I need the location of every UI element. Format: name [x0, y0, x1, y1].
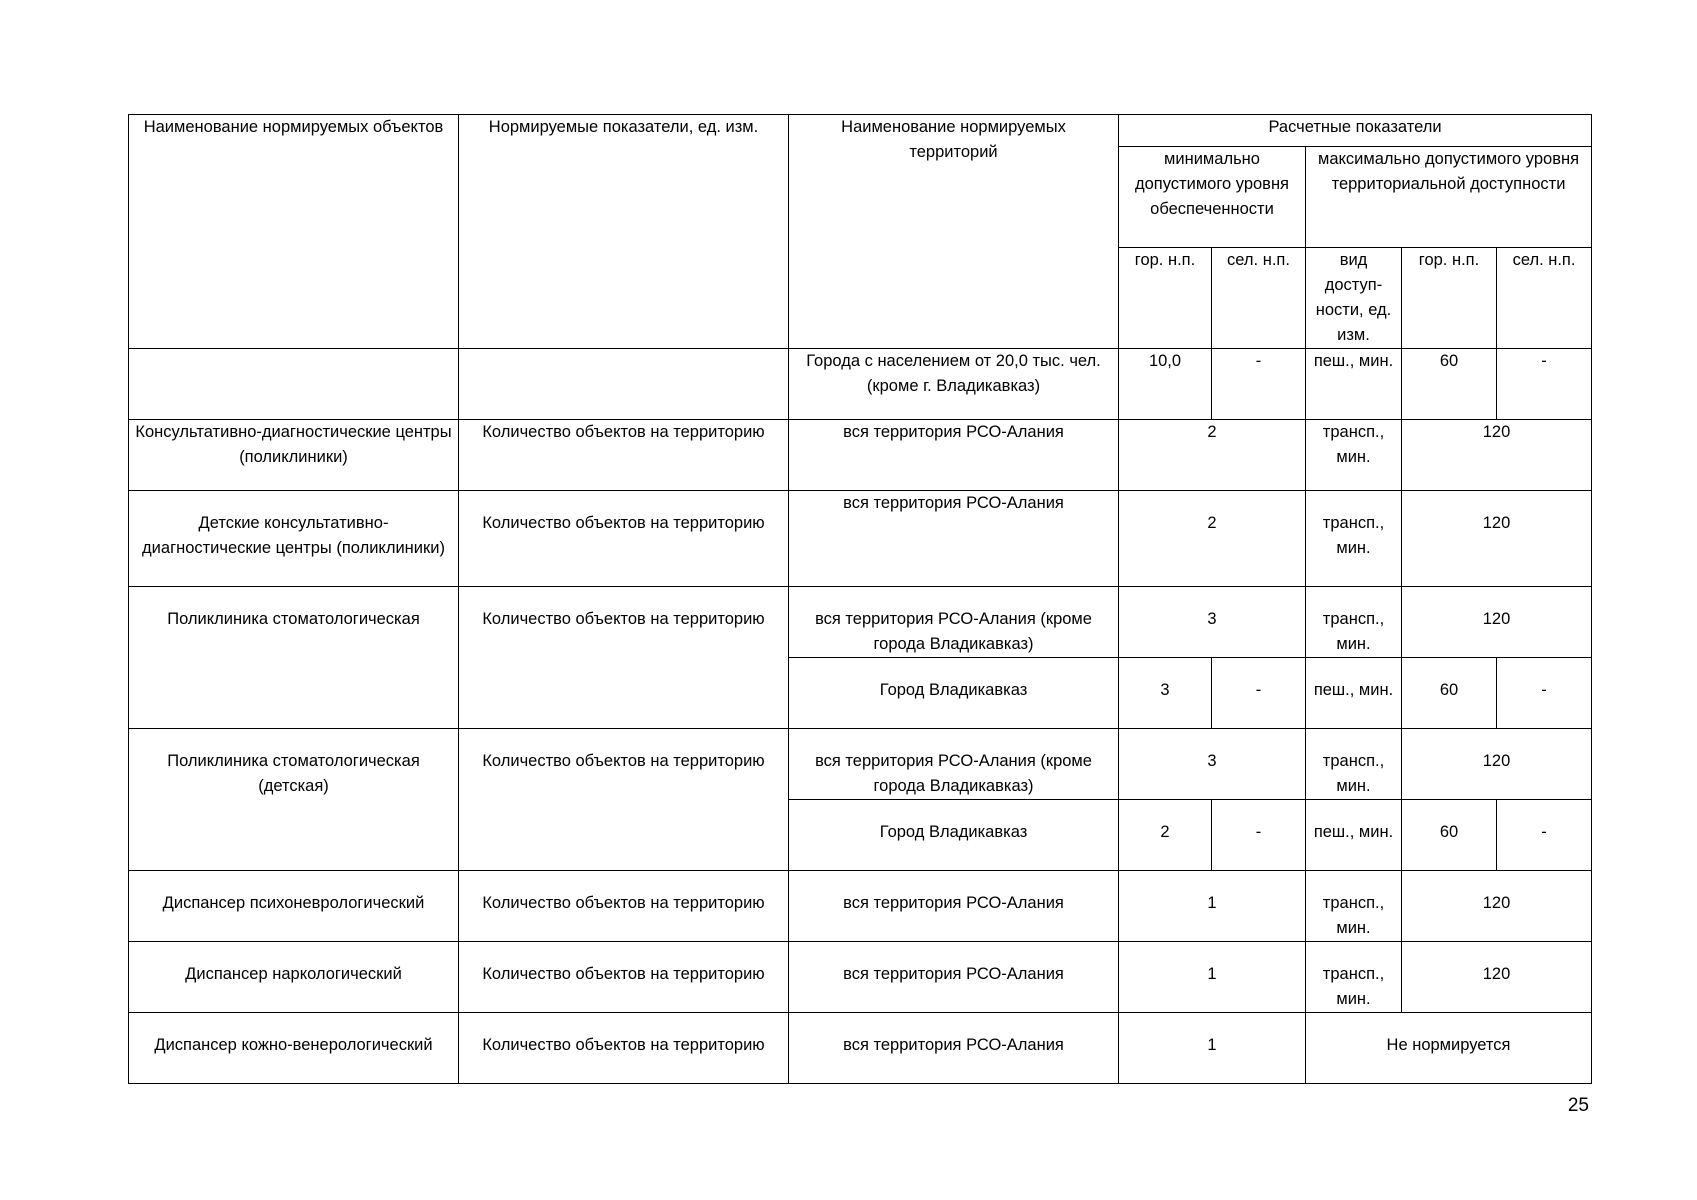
indicator-cell: Количество объектов на территорию: [459, 420, 789, 491]
access-cell: пеш., мин.: [1306, 800, 1402, 871]
access-cell: трансп., мин.: [1306, 420, 1402, 491]
min-city-cell: 3: [1119, 658, 1212, 729]
max-rural-cell: -: [1497, 800, 1592, 871]
min-city-cell: 10,0: [1119, 349, 1212, 420]
max-city-cell: 60: [1402, 800, 1497, 871]
object-cell: Поликлиника стоматологическая: [129, 587, 459, 729]
territory-cell: вся территория РСО-Алания: [789, 1013, 1119, 1084]
max-city-cell: 60: [1402, 349, 1497, 420]
min-cell: 1: [1119, 1013, 1306, 1084]
min-city-cell: 2: [1119, 800, 1212, 871]
max-cell: 120: [1402, 420, 1592, 491]
object-cell: Консультативно-диагностические центры (поликлиники): [129, 420, 459, 491]
table-row: [129, 349, 1592, 420]
territory-cell: вся территория РСО-Алания: [789, 871, 1119, 942]
table-row: [129, 1013, 1592, 1084]
object-cell: Детские консультативно-диагностические центры (поликлиники): [129, 491, 459, 587]
indicator-cell: Количество объектов на территорию: [459, 587, 789, 729]
header-access-type: вид доступ-ности, ед. изм.: [1306, 248, 1402, 349]
max-cell: 120: [1402, 729, 1592, 800]
access-max-cell: Не нормируется: [1306, 1013, 1592, 1084]
min-cell: 1: [1119, 871, 1306, 942]
territory-cell: вся территория РСО-Алания (кроме города Владикавказ): [789, 729, 1119, 800]
min-cell: 1: [1119, 942, 1306, 1013]
territory-cell: вся территория РСО-Алания: [789, 491, 1119, 587]
max-cell: 120: [1402, 587, 1592, 658]
territory-cell: вся территория РСО-Алания: [789, 420, 1119, 491]
header-max-level: максимально допустимого уровня территориальной доступности: [1306, 147, 1592, 248]
indicator-cell: Количество объектов на территорию: [459, 942, 789, 1013]
object-cell: Поликлиника стоматологическая (детская): [129, 729, 459, 871]
access-cell: трансп., мин.: [1306, 491, 1402, 587]
indicator-cell: [459, 349, 789, 420]
territory-cell: вся территория РСО-Алания: [789, 942, 1119, 1013]
max-cell: 120: [1402, 871, 1592, 942]
table-row: [129, 871, 1592, 942]
object-cell: Диспансер психоневрологический: [129, 871, 459, 942]
table-row: [129, 491, 1592, 587]
table-row: [129, 587, 1592, 658]
access-cell: пеш., мин.: [1306, 658, 1402, 729]
object-cell: Диспансер наркологический: [129, 942, 459, 1013]
header-object-name: Наименование нормируемых объектов: [129, 115, 459, 349]
min-cell: 3: [1119, 729, 1306, 800]
header-rural: сел. н.п.: [1497, 248, 1592, 349]
header-city: гор. н.п.: [1402, 248, 1497, 349]
territory-cell: Город Владикавказ: [789, 658, 1119, 729]
table-row: [129, 729, 1592, 800]
header-indicators: Нормируемые показатели, ед. изм.: [459, 115, 789, 349]
access-cell: трансп., мин.: [1306, 587, 1402, 658]
page-number: 25: [1567, 1095, 1589, 1116]
header-city: гор. н.п.: [1119, 248, 1212, 349]
max-cell: 120: [1402, 491, 1592, 587]
min-cell: 3: [1119, 587, 1306, 658]
header-rural: сел. н.п.: [1212, 248, 1306, 349]
table-row: [129, 420, 1592, 491]
access-cell: пеш., мин.: [1306, 349, 1402, 420]
min-rural-cell: -: [1212, 349, 1306, 420]
territory-cell: Город Владикавказ: [789, 800, 1119, 871]
header-min-level: минимально допустимого уровня обеспеченности: [1119, 147, 1306, 248]
min-rural-cell: -: [1212, 800, 1306, 871]
min-cell: 2: [1119, 491, 1306, 587]
table-row: [129, 942, 1592, 1013]
access-cell: трансп., мин.: [1306, 942, 1402, 1013]
indicator-cell: Количество объектов на территорию: [459, 871, 789, 942]
max-rural-cell: -: [1497, 349, 1592, 420]
object-cell: [129, 349, 459, 420]
indicator-cell: Количество объектов на территорию: [459, 729, 789, 871]
norms-table: [128, 114, 1592, 1084]
min-rural-cell: -: [1212, 658, 1306, 729]
object-cell: Диспансер кожно-венерологический: [129, 1013, 459, 1084]
indicator-cell: Количество объектов на территорию: [459, 491, 789, 587]
max-cell: 120: [1402, 942, 1592, 1013]
header-calc: Расчетные показатели: [1119, 115, 1592, 147]
header-territory-name: Наименование нормируемых территорий: [789, 115, 1119, 349]
header-row: [129, 115, 1592, 147]
access-cell: трансп., мин.: [1306, 729, 1402, 800]
territory-cell: вся территория РСО-Алания (кроме города Владикавказ): [789, 587, 1119, 658]
min-cell: 2: [1119, 420, 1306, 491]
territory-cell: Города с населением от 20,0 тыс. чел. (кроме г. Владикавказ): [789, 349, 1119, 420]
max-city-cell: 60: [1402, 658, 1497, 729]
access-cell: трансп., мин.: [1306, 871, 1402, 942]
indicator-cell: Количество объектов на территорию: [459, 1013, 789, 1084]
max-rural-cell: -: [1497, 658, 1592, 729]
